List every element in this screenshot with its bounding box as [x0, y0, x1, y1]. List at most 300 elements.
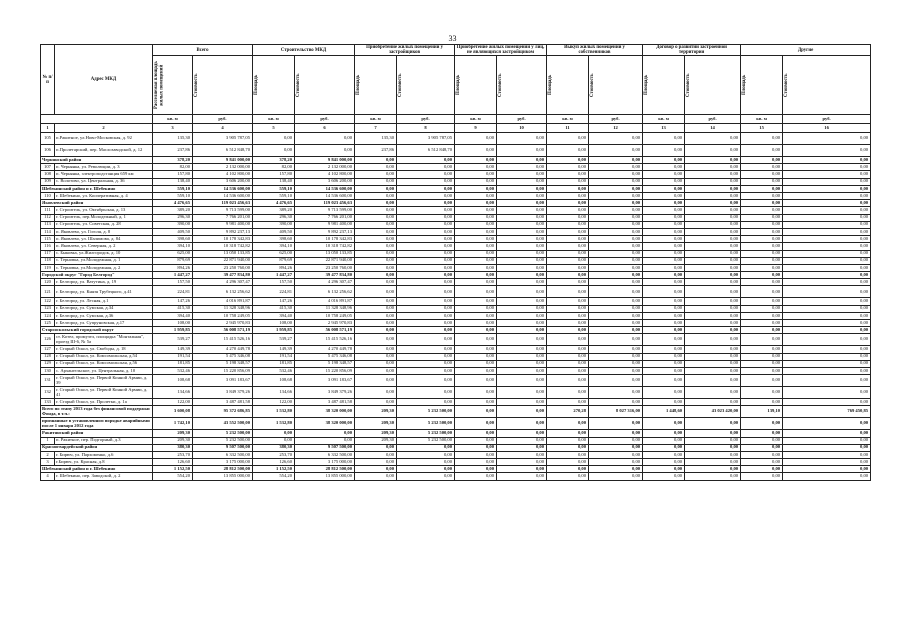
unit-cell: руб.	[685, 115, 741, 124]
value-cell: 0,00	[547, 185, 589, 192]
value-cell: 0,00	[589, 228, 643, 235]
value-cell: 0,00	[589, 264, 643, 271]
value-cell: 769 450,85	[783, 406, 871, 418]
value-cell: 0,00	[685, 418, 741, 430]
value-cell: 11 328 348,96	[193, 305, 253, 312]
value-cell: 394,10	[153, 243, 193, 250]
value-cell: 390,00	[153, 221, 193, 228]
header-subcolumn	[193, 56, 253, 115]
value-cell: 237,86	[355, 145, 397, 157]
value-cell: 9 841 000,00	[295, 157, 355, 164]
address-cell: с. Архангельское, ул. Центральная, д. 10	[55, 367, 153, 374]
address-cell: г. Белгород, ул. Сумская, д.34	[55, 305, 153, 312]
value-cell: 0,00	[547, 360, 589, 367]
value-cell: 0,00	[497, 334, 547, 346]
value-cell: 0,00	[497, 305, 547, 312]
value-cell: 0,00	[547, 430, 589, 437]
value-cell: 108,00	[153, 320, 193, 327]
row-number: 110	[41, 193, 55, 200]
value-cell: 0,00	[643, 346, 685, 353]
group-label: Яковлевский район	[41, 200, 153, 207]
value-cell: 0,00	[685, 178, 741, 185]
value-cell: 4 296 307,47	[295, 279, 355, 286]
value-cell: 409,50	[253, 228, 295, 235]
value-cell: 0,00	[497, 353, 547, 360]
value-cell: 0,00	[643, 459, 685, 466]
value-cell: 0,00	[783, 353, 871, 360]
value-cell: 554,20	[153, 473, 193, 480]
address-cell: ст. Котел, промузел, площадка "Монтажная", проезд Ш-6, № 5а	[55, 334, 153, 346]
value-cell: 0,00	[455, 305, 497, 312]
table-row	[41, 243, 871, 250]
value-cell: 0,00	[741, 367, 783, 374]
value-cell: 0,00	[685, 264, 741, 271]
value-cell: 95 372 686,85	[193, 406, 253, 418]
row-number: 128	[41, 353, 55, 360]
value-cell: 0,00	[455, 459, 497, 466]
row-number: 119	[41, 264, 55, 271]
value-cell: 22 871 940,00	[295, 257, 355, 264]
value-cell: 135,30	[355, 133, 397, 145]
row-number: 2	[41, 451, 55, 458]
value-cell: 0,00	[355, 250, 397, 257]
value-cell: 0,00	[685, 346, 741, 353]
value-cell: 0,00	[547, 375, 589, 387]
value-cell: 0,00	[589, 221, 643, 228]
value-cell: 0,00	[643, 387, 685, 399]
value-cell: 191,54	[253, 353, 295, 360]
value-cell: 1 152,50	[153, 466, 193, 473]
value-cell: 0,00	[643, 200, 685, 207]
value-cell: 0,00	[497, 375, 547, 387]
header-subcolumn	[455, 56, 497, 115]
header-subcolumn-label: Стоимость	[784, 73, 790, 97]
value-cell: 394,10	[253, 243, 295, 250]
value-cell: 0,00	[685, 327, 741, 334]
value-cell: 0,00	[685, 250, 741, 257]
value-cell: 0,00	[355, 228, 397, 235]
value-cell: 0,00	[547, 312, 589, 319]
value-cell: 3 487 481,58	[193, 399, 253, 406]
value-cell: 0,00	[643, 214, 685, 221]
value-cell: 0,00	[589, 193, 643, 200]
value-cell: 9 892 237,13	[193, 228, 253, 235]
group-total-row	[41, 418, 871, 430]
value-cell: 0,00	[783, 193, 871, 200]
value-cell: 0,00	[497, 430, 547, 437]
table-row	[41, 353, 871, 360]
header-subcolumn	[397, 56, 455, 115]
value-cell: 0,00	[355, 399, 397, 406]
column-number-cell: 15	[741, 124, 783, 133]
value-cell: 9 507 500,00	[295, 444, 355, 451]
value-cell: 0,00	[547, 353, 589, 360]
value-cell: 380,30	[253, 444, 295, 451]
value-cell: 0,00	[589, 430, 643, 437]
value-cell: 389,20	[153, 207, 193, 214]
value-cell: 0,00	[685, 353, 741, 360]
table-row	[41, 250, 871, 257]
value-cell: 0,00	[643, 334, 685, 346]
value-cell: 539,27	[253, 334, 295, 346]
value-cell: 0,00	[497, 399, 547, 406]
group-label: Городской округ "Город Белгород"	[41, 272, 153, 279]
value-cell: 0,00	[355, 360, 397, 367]
value-cell: 0,00	[589, 298, 643, 305]
value-cell: 0,00	[783, 200, 871, 207]
value-cell: 0,00	[589, 444, 643, 451]
address-cell: г. Старый Оскол, ул. Комсомольская, д.54	[55, 353, 153, 360]
value-cell: 2 945 970,83	[193, 320, 253, 327]
value-cell: 28 812 500,00	[193, 466, 253, 473]
value-cell: 147,26	[253, 298, 295, 305]
value-cell: 0,00	[355, 243, 397, 250]
header-address: Адрес МКД	[55, 45, 153, 115]
value-cell: 0,00	[783, 327, 871, 334]
group-label: Шебекинский район и г. Шебекино	[41, 185, 153, 192]
value-cell: 0,00	[783, 399, 871, 406]
value-cell: 0,00	[685, 320, 741, 327]
table-row	[41, 193, 871, 200]
value-cell: 0,00	[741, 444, 783, 451]
value-cell: 0,00	[497, 459, 547, 466]
value-cell: 0,00	[783, 466, 871, 473]
row-number: 133	[41, 399, 55, 406]
row-number: 1	[41, 437, 55, 444]
value-cell: 559,10	[253, 185, 295, 192]
value-cell: 0,00	[783, 171, 871, 178]
header-subcolumn-label: Стоимость	[398, 73, 404, 97]
value-cell: 625,00	[153, 250, 193, 257]
value-cell: 0,00	[497, 437, 547, 444]
value-cell: 13 050 133,85	[295, 250, 355, 257]
value-cell: 134,66	[153, 387, 193, 399]
value-cell: 625,00	[253, 250, 295, 257]
value-cell: 253,70	[253, 451, 295, 458]
value-cell: 0,00	[397, 228, 455, 235]
value-cell: 0,00	[741, 346, 783, 353]
address-cell: г. Шебекино, пер. Заводской, д. 2	[55, 473, 153, 480]
value-cell: 1 742,10	[153, 418, 193, 430]
value-cell: 15 415 526,16	[295, 334, 355, 346]
value-cell: 43 023 420,00	[685, 406, 741, 418]
address-cell: г. Шебекино, ул. Кооперативная, д. 4	[55, 193, 153, 200]
value-cell: 0,00	[355, 164, 397, 171]
value-cell: 0,00	[685, 466, 741, 473]
value-cell: 0,00	[741, 360, 783, 367]
value-cell: 10 318 742,82	[193, 243, 253, 250]
value-cell: 0,00	[741, 193, 783, 200]
value-cell: 539,27	[153, 334, 193, 346]
value-cell: 559,10	[153, 185, 193, 192]
value-cell: 0,00	[397, 459, 455, 466]
value-cell: 0,00	[355, 185, 397, 192]
value-cell: 6 332 500,00	[193, 451, 253, 458]
value-cell: 0,00	[741, 418, 783, 430]
value-cell: 0,00	[355, 298, 397, 305]
column-number-cell: 12	[589, 124, 643, 133]
value-cell: 894,26	[253, 264, 295, 271]
value-cell: 0,00	[397, 334, 455, 346]
address-cell: п. Ракитное, пер. Подгорный, д.3	[55, 437, 153, 444]
value-cell: 0,00	[589, 334, 643, 346]
value-cell: 0,00	[741, 133, 783, 145]
header-subcolumn	[153, 56, 193, 115]
group-total-row	[41, 200, 871, 207]
value-cell: 0,00	[685, 145, 741, 157]
value-cell: 0,00	[643, 185, 685, 192]
value-cell: 0,00	[355, 353, 397, 360]
value-cell: 3 905 787,05	[193, 133, 253, 145]
value-cell: 0,00	[547, 346, 589, 353]
value-cell: 0,00	[497, 466, 547, 473]
value-cell: 0,00	[547, 236, 589, 243]
table-row	[41, 279, 871, 286]
value-cell: 3 091 183,67	[295, 375, 355, 387]
value-cell: 4 102 800,00	[193, 171, 253, 178]
value-cell: 0,00	[355, 200, 397, 207]
value-cell: 1 959,85	[253, 327, 295, 334]
value-cell: 0,00	[643, 164, 685, 171]
address-cell: п.Ракитное, ул.Ново-Московская, д. 92	[55, 133, 153, 145]
value-cell: 0,00	[295, 133, 355, 145]
value-cell: 0,00	[685, 437, 741, 444]
value-cell: 14 536 600,00	[193, 185, 253, 192]
value-cell: 224,81	[253, 286, 295, 298]
value-cell: 0,00	[643, 243, 685, 250]
value-cell: 0,00	[497, 250, 547, 257]
header-subcolumn-label: Стоимость	[590, 73, 596, 97]
value-cell: 0,00	[455, 243, 497, 250]
value-cell: 0,00	[547, 298, 589, 305]
value-cell: 0,00	[741, 145, 783, 157]
row-number: 111	[41, 207, 55, 214]
row-number: 106	[41, 145, 55, 157]
table-row	[41, 178, 871, 185]
value-cell: 0,00	[741, 221, 783, 228]
row-number: 122	[41, 298, 55, 305]
value-cell: 0,00	[547, 264, 589, 271]
value-cell: 3 606 200,00	[193, 178, 253, 185]
row-number: 114	[41, 228, 55, 235]
value-cell: 0,00	[643, 257, 685, 264]
value-cell: 6 332 500,00	[295, 451, 355, 458]
value-cell: 0,00	[685, 430, 741, 437]
value-cell: 0,00	[497, 279, 547, 286]
value-cell: 0,00	[547, 193, 589, 200]
row-number: 116	[41, 243, 55, 250]
row-number: 118	[41, 257, 55, 264]
value-cell: 0,00	[547, 145, 589, 157]
group-total-row	[41, 157, 871, 164]
table-row	[41, 473, 871, 480]
value-cell: 0,00	[397, 250, 455, 257]
value-cell: 532,46	[253, 367, 295, 374]
address-cell: г. Старый Оскол, ул. Комсомольская, д.56	[55, 360, 153, 367]
address-cell: г. Старый Оскол, ул. Пролетки, д. 1а	[55, 399, 153, 406]
value-cell: 0,00	[497, 264, 547, 271]
value-cell: 0,00	[589, 320, 643, 327]
table-row	[41, 360, 871, 367]
value-cell: 415,30	[253, 305, 295, 312]
value-cell: 0,00	[741, 459, 783, 466]
value-cell: 14 536 600,00	[295, 185, 355, 192]
value-cell: 0,00	[355, 193, 397, 200]
value-cell: 0,00	[547, 250, 589, 257]
value-cell: 0,00	[397, 444, 455, 451]
value-cell: 0,00	[397, 367, 455, 374]
value-cell: 270,28	[547, 406, 589, 418]
value-cell: 0,00	[547, 367, 589, 374]
header-group: Строительство МКД	[253, 45, 355, 56]
value-cell: 0,00	[355, 279, 397, 286]
value-cell: 0,00	[589, 305, 643, 312]
value-cell: 0,00	[497, 298, 547, 305]
group-label: Красногвардейский район	[41, 444, 153, 451]
value-cell: 5 475 346,08	[193, 353, 253, 360]
value-cell: 0,00	[253, 430, 295, 437]
value-cell: 0,00	[643, 133, 685, 145]
value-cell: 0,00	[589, 459, 643, 466]
table-row	[41, 387, 871, 399]
value-cell: 0,00	[455, 437, 497, 444]
value-cell: 1 447,27	[153, 272, 193, 279]
value-cell: 0,00	[783, 272, 871, 279]
row-number: 124	[41, 312, 55, 319]
value-cell: 0,00	[783, 264, 871, 271]
value-cell: 0,00	[741, 286, 783, 298]
value-cell: 0,00	[497, 387, 547, 399]
address-cell: п. Яковлево, ул. Северная, д. 2	[55, 243, 153, 250]
header-group: Другие	[741, 45, 871, 56]
row-number: 132	[41, 387, 55, 399]
value-cell: 0,00	[547, 387, 589, 399]
value-cell: 0,00	[643, 375, 685, 387]
value-cell: 9 892 237,13	[295, 228, 355, 235]
value-cell: 0,00	[397, 243, 455, 250]
value-cell: 13 855 000,00	[295, 473, 355, 480]
column-number-cell: 4	[193, 124, 253, 133]
value-cell: 0,00	[783, 145, 871, 157]
value-cell: 0,00	[355, 305, 397, 312]
value-cell: 0,00	[497, 257, 547, 264]
value-cell: 0,00	[355, 451, 397, 458]
value-cell: 0,00	[643, 430, 685, 437]
address-cell: п.Пролетарский, пер. Маслозаводской, д. 12	[55, 145, 153, 157]
value-cell: 0,00	[455, 185, 497, 192]
value-cell: 5 232 500,00	[397, 418, 455, 430]
value-cell: 0,00	[685, 228, 741, 235]
value-cell: 23 250 760,00	[295, 264, 355, 271]
value-cell: 0,00	[455, 257, 497, 264]
value-cell: 43 552 500,00	[193, 418, 253, 430]
value-cell: 0,00	[455, 157, 497, 164]
page-number: 33	[448, 34, 457, 43]
value-cell: 0,00	[547, 437, 589, 444]
value-cell: 3 600,08	[153, 406, 193, 418]
value-cell: 0,00	[455, 399, 497, 406]
value-cell: 0,00	[547, 305, 589, 312]
value-cell: 9 713 599,00	[193, 207, 253, 214]
value-cell: 0,00	[685, 367, 741, 374]
value-cell: 11 328 348,96	[295, 305, 355, 312]
header-group: Всего	[153, 45, 253, 56]
table-row	[41, 375, 871, 387]
value-cell: 0,00	[497, 145, 547, 157]
value-cell: 4 476,65	[253, 200, 295, 207]
group-total-row	[41, 327, 871, 334]
value-cell: 15 220 856,09	[295, 367, 355, 374]
value-cell: 0,00	[643, 236, 685, 243]
value-cell: 0,00	[455, 430, 497, 437]
address-cell: г. Белгород, ул. Лесная, д.1	[55, 298, 153, 305]
value-cell: 0,00	[741, 243, 783, 250]
value-cell: 0,00	[397, 320, 455, 327]
value-cell: 38 320 000,00	[295, 418, 355, 430]
value-cell: 3 487 481,58	[295, 399, 355, 406]
value-cell: 0,00	[355, 387, 397, 399]
value-cell: 4 016 891,87	[193, 298, 253, 305]
value-cell: 3 175 000,00	[193, 459, 253, 466]
value-cell: 0,00	[397, 279, 455, 286]
group-label: признанные в установленном порядке аварийными после 1 января 2012 года	[41, 418, 153, 430]
value-cell: 0,00	[397, 473, 455, 480]
value-cell: 0,00	[497, 133, 547, 145]
value-cell: 0,00	[497, 207, 547, 214]
value-cell: 0,00	[685, 375, 741, 387]
address-cell: с. Быковка, ул.Жилгородок, д. 10	[55, 250, 153, 257]
table-row	[41, 164, 871, 171]
value-cell: 0,00	[455, 346, 497, 353]
value-cell: 0,00	[455, 145, 497, 157]
value-cell: 0,00	[685, 221, 741, 228]
value-cell: 879,69	[153, 257, 193, 264]
value-cell: 0,00	[589, 312, 643, 319]
value-cell: 119 023 456,63	[295, 200, 355, 207]
value-cell: 0,00	[741, 200, 783, 207]
value-cell: 108,68	[153, 375, 193, 387]
value-cell: 0,00	[355, 272, 397, 279]
value-cell: 0,00	[741, 228, 783, 235]
value-cell: 0,00	[355, 257, 397, 264]
value-cell: 0,00	[643, 286, 685, 298]
value-cell: 0,00	[397, 264, 455, 271]
unit-cell: руб.	[783, 115, 871, 124]
value-cell: 108,68	[253, 375, 295, 387]
header-subcolumn	[253, 56, 295, 115]
value-cell: 0,00	[741, 437, 783, 444]
value-cell: 0,00	[685, 193, 741, 200]
value-cell: 0,00	[783, 298, 871, 305]
value-cell: 0,00	[589, 164, 643, 171]
value-cell: 0,00	[741, 353, 783, 360]
address-cell: с. Терновка, ул.Молодежная, д. 2	[55, 264, 153, 271]
value-cell: 157,50	[153, 279, 193, 286]
value-cell: 253,70	[153, 451, 193, 458]
value-cell: 9 981 400,00	[193, 221, 253, 228]
value-cell: 14 536 600,00	[193, 193, 253, 200]
value-cell: 0,00	[589, 178, 643, 185]
value-cell: 0,00	[547, 157, 589, 164]
value-cell: 0,00	[783, 228, 871, 235]
value-cell: 0,00	[397, 353, 455, 360]
value-cell: 0,00	[497, 214, 547, 221]
value-cell: 6 132 256,62	[193, 286, 253, 298]
value-cell: 0,00	[589, 250, 643, 257]
value-cell: 0,00	[741, 279, 783, 286]
value-cell: 149,39	[153, 346, 193, 353]
header-subcolumn	[783, 56, 871, 115]
